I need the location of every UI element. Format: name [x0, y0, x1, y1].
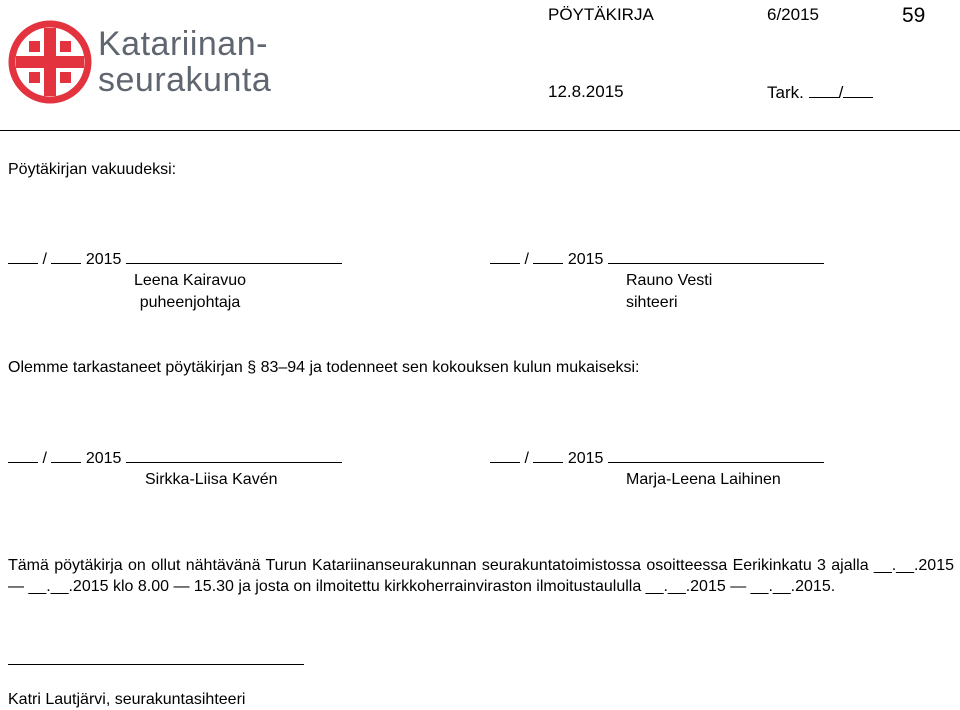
signature-line: / 2015 — [8, 447, 342, 469]
doc-number: 6/2015 — [767, 5, 819, 24]
signer-name: Marja-Leena Laihinen — [626, 471, 781, 488]
signature-line: / 2015 — [8, 248, 342, 270]
doc-date: 12.8.2015 — [548, 82, 624, 101]
signer-name: Leena Kairavuo — [133, 272, 247, 289]
verification-heading: Pöytäkirjan vakuudeksi: — [8, 161, 177, 178]
header-rule — [0, 130, 960, 131]
footer-signature: Katri Lautjärvi, seurakuntasihteeri — [8, 691, 246, 708]
signer-role: sihteeri — [626, 294, 678, 311]
display-notice: Tämä pöytäkirja on ollut nähtävänä Turun Katariinanseurakunnan seurakuntatoimistossa osoitteessa Eerikinkatu 3 ajalla __.__.2015 — __.__.2015 klo 8.00 — 15.30 ja josta on ilmoitettu kirkkoherrainviraston ilmoitustaululla __.__.2015 — __.__.2015. — [8, 557, 954, 595]
signer-name: Sirkka-Liisa Kavén — [145, 471, 278, 488]
signer-name: Rauno Vesti — [626, 272, 713, 289]
page-number: 59 — [902, 4, 926, 27]
signer-role: puheenjohtaja — [139, 294, 241, 311]
review-statement: Olemme tarkastaneet pöytäkirjan § 83–94 ja todenneet sen kokouksen kulun mukaiseksi: — [8, 359, 640, 376]
check-blank — [809, 82, 839, 98]
check-sep: / — [838, 83, 844, 102]
check-label: Tark. — [767, 83, 804, 102]
doc-type: PÖYTÄKIRJA — [548, 5, 654, 24]
brand-name-line2: seurakunta — [98, 61, 272, 99]
signature-line: / 2015 — [490, 248, 824, 270]
brand-name-line1: Katariinan- — [98, 25, 268, 63]
check-field — [767, 82, 873, 103]
footer-signature-line — [8, 664, 304, 665]
cross-circle-logo-icon — [8, 20, 92, 104]
signature-line: / 2015 — [490, 447, 824, 469]
check-blank — [843, 82, 873, 98]
